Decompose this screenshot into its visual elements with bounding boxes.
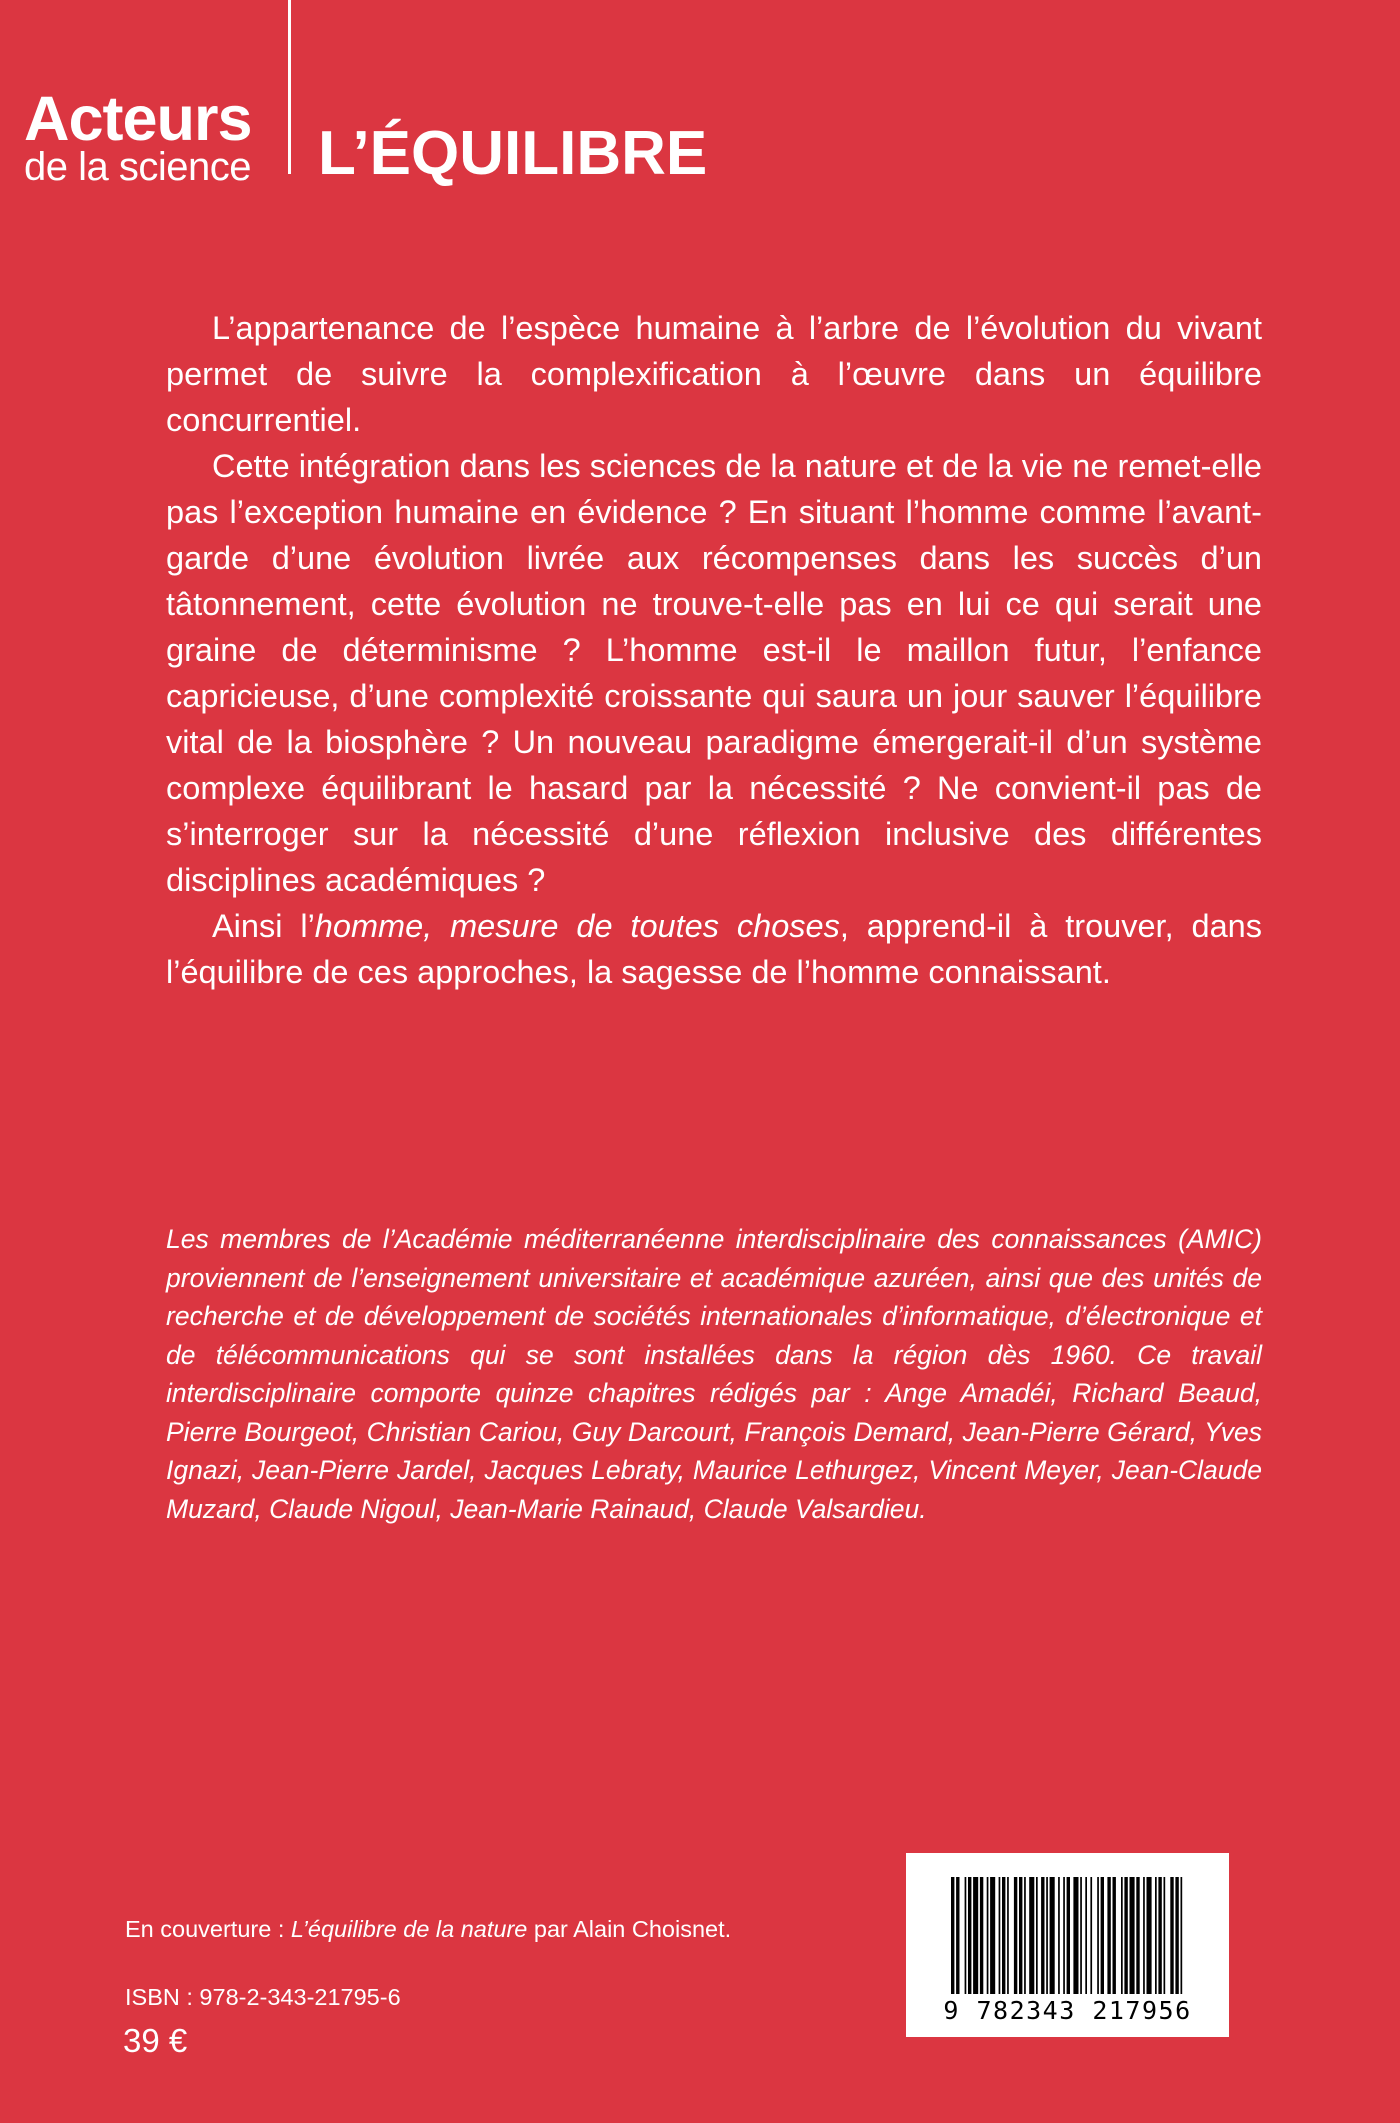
barcode-bar	[1124, 1877, 1127, 1994]
series-name: Acteurs	[24, 84, 252, 154]
cover-credit	[125, 1916, 731, 1943]
barcode-bar	[1029, 1877, 1034, 1994]
barcode-bar	[973, 1877, 978, 1994]
barcode-bar	[1002, 1877, 1005, 1994]
barcode-bar	[1107, 1877, 1110, 1994]
series-subtitle: de la science	[24, 145, 251, 189]
barcode-bar	[965, 1877, 967, 1994]
cover-credit-suffix: par Alain Choisnet.	[527, 1916, 732, 1942]
barcode-bar	[1175, 1877, 1178, 1994]
barcode-bar	[1155, 1877, 1157, 1994]
barcode-bar	[1058, 1877, 1060, 1994]
barcode-bar	[1164, 1877, 1166, 1994]
summary-p3-end: , apprend-il à trouver, dans l’équilibre de ces approches, la sagesse de l’homme connaissant.	[166, 908, 1262, 990]
barcode-bar	[1063, 1877, 1065, 1994]
barcode-bar	[999, 1877, 1001, 1994]
barcode-bar	[980, 1877, 983, 1994]
barcode-bar	[1101, 1877, 1104, 1994]
authors-note	[166, 1220, 1262, 1528]
header-divider	[288, 0, 291, 174]
barcode-bar	[1170, 1877, 1173, 1994]
barcode-bar	[1046, 1877, 1048, 1994]
barcode-bar	[968, 1877, 971, 1994]
barcode-bar	[1080, 1877, 1082, 1994]
price: 39 €	[123, 2022, 188, 2059]
barcode-bar	[1147, 1877, 1152, 1994]
barcode-bar	[987, 1877, 989, 1994]
barcode-bar	[1090, 1877, 1092, 1994]
barcode-bar	[1158, 1877, 1161, 1994]
book-title: L’ÉQUILIBRE	[318, 119, 708, 188]
barcode-bar	[1143, 1877, 1145, 1994]
barcode-bar	[1007, 1877, 1009, 1994]
summary-paragraph-1: L’appartenance de l’espèce humaine à l’arbre de l’évolution du vivant permet de suivre la complexification à l’œuvre dans un équilibre concurrentiel.	[166, 310, 1262, 438]
barcode-bar	[1041, 1877, 1044, 1994]
barcode-bar	[1097, 1877, 1099, 1994]
barcode-bar	[1113, 1877, 1116, 1994]
barcode	[906, 1853, 1229, 2037]
barcode-bar	[1136, 1877, 1139, 1994]
summary-paragraph-2: Cette intégration dans les sciences de la nature et de la vie ne remet-elle pas l’exception humaine en évidence ? En situant l’homme comme l’avant-garde d’une évolution livrée aux récompenses dans les succès d’un tâtonnement, cette évolution ne trouve-t-elle pas en lui ce qui serait une graine de déterminisme ? L’homme est-il le maillon futur, l’enfance capricieuse, d’une complexité croissante qui saura un jour sauver l’équilibre vital de la biosphère ? Un nouveau paradigme émergerait-il d’un système complexe équilibrant le hasard par la nécessité ? Ne convient-il pas de s’interroger sur la nécessité d’une réflexion inclusive des différentes disciplines académiques ?	[166, 448, 1262, 898]
authors-text: Les membres de l’Académie méditerranéenne interdisciplinaire des connaissances (AMIC) proviennent de l’enseignement universitaire et académique azuréen, ainsi que des unités de recherche et de développement de sociétés internationales d’informatique, d’électronique et de télécommunications qui se sont installées dans la région dès 1960. Ce travail interdisciplinaire comporte quinze chapitres rédigés par : Ange Amadéi, Richard Beaud, Pierre Bourgeot, Christian Cariou, Guy Darcourt, François Demard, Jean-Pierre Gérard, Yves Ignazi, Jean-Pierre Jardel, Jacques Lebraty, Maurice Lethurgez, Vincent Meyer, Jean-Claude Muzard, Claude Nigoul, Jean-Marie Rainaud, Claude Valsardieu.	[166, 1224, 1262, 1524]
barcode-bar	[1130, 1877, 1135, 1994]
barcode-bar	[1073, 1877, 1078, 1994]
isbn: ISBN : 978-2-343-21795-6	[125, 1984, 401, 2010]
barcode-bar	[1019, 1877, 1022, 1994]
cover-credit-prefix: En couverture :	[125, 1916, 291, 1942]
barcode-bar	[1121, 1877, 1123, 1994]
barcode-bar	[1181, 1877, 1183, 1994]
barcode-digits: 9 782343 217956	[943, 1996, 1192, 2025]
summary-p3-start: Ainsi l’	[212, 908, 315, 944]
barcode-bar	[956, 1877, 959, 1994]
barcode-bar	[990, 1877, 995, 1994]
barcode-bar	[1024, 1877, 1026, 1994]
barcode-bar	[1050, 1877, 1055, 1994]
barcode-bar	[1014, 1877, 1017, 1994]
back-cover-summary	[166, 305, 1262, 995]
barcode-bars	[951, 1877, 1184, 1994]
barcode-bar	[1085, 1877, 1087, 1994]
barcode-bar	[951, 1877, 954, 1994]
barcode-bar	[1036, 1877, 1038, 1994]
cover-artwork-title: L’équilibre de la nature	[290, 1916, 528, 1942]
barcode-bar	[1067, 1877, 1070, 1994]
summary-paragraph-3	[166, 903, 1262, 995]
summary-p3-italic: homme, mesure de toutes choses	[314, 908, 840, 944]
series-logo	[24, 84, 264, 189]
